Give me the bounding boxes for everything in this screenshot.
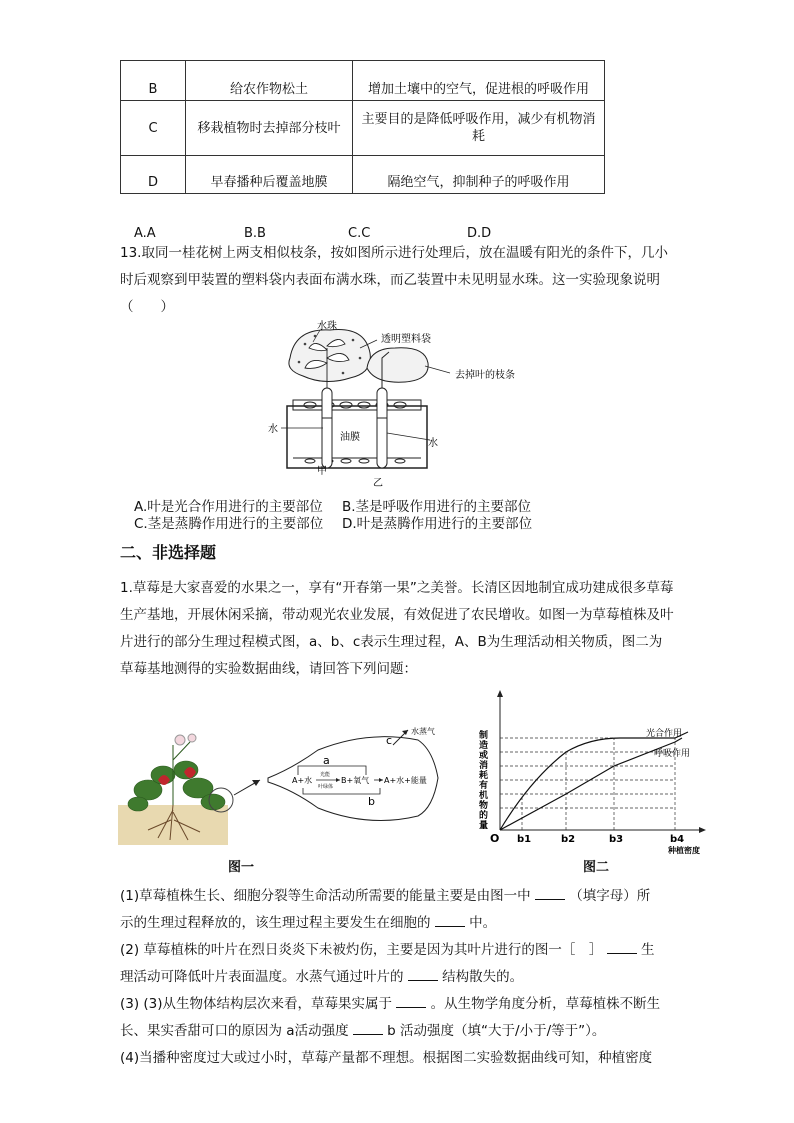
fig1-eq-left: A+水 bbox=[292, 776, 313, 785]
q12-choice-b: B.B bbox=[244, 226, 266, 241]
q1-sub1-text: （填字母）所 bbox=[569, 888, 651, 904]
answer-blank[interactable] bbox=[408, 980, 438, 981]
q1-sub1-text: 中。 bbox=[469, 915, 497, 931]
q1-sub2-text: 生 bbox=[641, 942, 655, 958]
fig1-caption: 图一 bbox=[228, 860, 255, 875]
q1-sub3-text: 。从生物学角度分析，草莓植株不断生 bbox=[430, 996, 661, 1012]
q1-sub3 bbox=[120, 991, 675, 1045]
q13-choice-b: B.茎是呼吸作用进行的主要部位 bbox=[342, 499, 532, 515]
fig2-origin: O bbox=[490, 832, 500, 845]
fig2-tick-b4: b4 bbox=[670, 834, 685, 845]
fig2-tick-b2: b2 bbox=[561, 834, 576, 845]
table-cell-reason: 主要目的是降低呼吸作用，减少有机物消耗 bbox=[353, 101, 605, 156]
table-cell-practice: 给农作物松土 bbox=[186, 61, 353, 101]
fig13-label-water-left: 水 bbox=[268, 424, 278, 435]
table-cell-option: D bbox=[121, 156, 186, 194]
fig2-caption: 图二 bbox=[583, 860, 610, 875]
q1-sub1-text: 示的生理过程释放的，该生理过程主要发生在细胞的 bbox=[120, 915, 431, 931]
q13-choice-a: A.叶是光合作用进行的主要部位 bbox=[134, 499, 323, 515]
q12-choice-a: A.A bbox=[134, 226, 156, 241]
table-cell-reason: 隔绝空气，抑制种子的呼吸作用 bbox=[353, 156, 605, 194]
q1-sub1 bbox=[120, 883, 675, 937]
table-cell-reason: 增加土壤中的空气，促进根的呼吸作用 bbox=[353, 61, 605, 101]
fig1-label-b: b bbox=[368, 795, 375, 808]
q1-sub4: (4)当播种密度过大或过小时，草莓产量都不理想。根据图二实验数据曲线可知，种植密度 bbox=[120, 1050, 653, 1066]
fig2-chart bbox=[470, 690, 710, 860]
section-title: 二、非选择题 bbox=[120, 543, 217, 562]
fig2-series-photo: 光合作用 bbox=[646, 729, 683, 739]
q1-sub2 bbox=[120, 937, 675, 991]
fig13-label-water-right: 水 bbox=[428, 438, 438, 449]
q1-sub3-text: b 活动强度（填“大于/小于/等于”）。 bbox=[387, 1023, 606, 1039]
fig13-label-water-drop: 水珠 bbox=[317, 321, 337, 332]
answer-blank[interactable] bbox=[607, 953, 637, 954]
fig13-label-oil: 油膜 bbox=[340, 432, 360, 443]
answer-blank[interactable] bbox=[396, 1007, 426, 1008]
fig13-label-branch: 去掉叶的枝条 bbox=[455, 370, 515, 381]
fig2-ylabel: 制造或消耗有机物的量 bbox=[477, 730, 487, 830]
table-cell-option: B bbox=[121, 61, 186, 101]
q12-choice-d: D.D bbox=[467, 226, 492, 241]
answer-blank[interactable] bbox=[353, 1034, 383, 1035]
table-row bbox=[121, 156, 605, 194]
table-cell-practice: 早春播种后覆盖地膜 bbox=[186, 156, 353, 194]
fig1-eq-right: A+水+能量 bbox=[384, 776, 427, 785]
q1-intro: 1.草莓是大家喜爱的水果之一，享有“开春第一果”之美誉。长清区因地制宜成功建成很多草莓生产基地，开展休闲采摘，带动观光农业发展，有效促进了农民增收。如图一为草莓植株及叶片进行的部分生理过程模式图，a、b、c表示生理过程，A、B为生理活动相关物质，图二为草莓基地测得的实验数据曲线，请回答下列问题： bbox=[120, 580, 674, 677]
q1-sub2-text: 结构散失的。 bbox=[442, 969, 524, 985]
fig2-xlabel: 种植密度 bbox=[668, 846, 700, 855]
q13-choice-d: D.叶是蒸腾作用进行的主要部位 bbox=[342, 516, 533, 532]
answer-blank[interactable] bbox=[535, 899, 565, 900]
q1-sub1-text: (1)草莓植株生长、细胞分裂等生命活动所需要的能量主要是由图一中 bbox=[120, 888, 531, 904]
fig13-label-bag: 透明塑料袋 bbox=[381, 334, 431, 345]
fig1-label-a: a bbox=[323, 754, 330, 767]
q1-sub2-text: 理活动可降低叶片表面温度。水蒸气通过叶片的 bbox=[120, 969, 404, 985]
q13-stem: 13.取同一桂花树上两支相似枝条，按如图所示进行处理后，放在温暖有阳光的条件下，几小时后观察到甲装置的塑料袋内表面布满水珠，而乙装置中未见明显水珠。这一实验现象说明（ ） bbox=[120, 245, 668, 315]
q13-choice-c: C.茎是蒸腾作用进行的主要部位 bbox=[134, 516, 324, 532]
fig13-label-jia: 甲 bbox=[317, 466, 327, 477]
table-cell-option: C bbox=[121, 101, 186, 156]
table-cell-practice: 移栽植物时去掉部分枝叶 bbox=[186, 101, 353, 156]
q13-figure bbox=[265, 318, 525, 488]
q1-sub3-text: (3) (3)从生物体结构层次来看，草莓果实属于 bbox=[120, 996, 393, 1012]
fig1-label-vapor: 水蒸气 bbox=[411, 727, 435, 736]
q1-sub2-text: (2) 草莓植株的叶片在烈日炎炎下未被灼伤，主要是因为其叶片进行的图一［ ］ bbox=[120, 942, 603, 958]
q1-sub3-text: 长、果实香甜可口的原因为 a活动强度 bbox=[120, 1023, 349, 1039]
answer-blank[interactable] bbox=[435, 926, 465, 927]
fig1-eq-mid: B+氧气 bbox=[341, 776, 370, 785]
q12-choice-c: C.C bbox=[348, 226, 371, 241]
fig1-diagram bbox=[118, 720, 478, 850]
fig2-tick-b3: b3 bbox=[609, 834, 624, 845]
table-row bbox=[121, 101, 605, 156]
options-table bbox=[120, 60, 605, 194]
fig2-tick-b1: b1 bbox=[517, 834, 532, 845]
fig1-arrow-top: 光能 bbox=[320, 772, 331, 778]
fig1-arrow-bottom: 叶绿体 bbox=[318, 784, 334, 790]
table-row bbox=[121, 61, 605, 101]
fig2-series-resp: 呼吸作用 bbox=[654, 749, 691, 759]
fig13-label-yi: 乙 bbox=[373, 478, 383, 488]
fig1-label-c: c bbox=[386, 734, 393, 747]
